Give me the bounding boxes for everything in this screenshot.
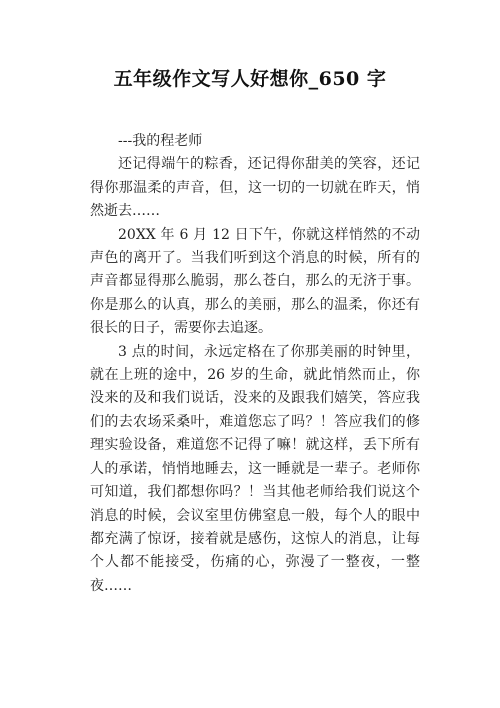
document-body [90,130,420,598]
paragraph-2: 20XX 年 6 月 12 日下午，你就这样悄然的不动声色的离开了。当我们听到这个消息的时候，所有的声音都显得那么脆弱，那么苍白，那么的无济于事。你是那么的认真，那么的美丽，那么的温柔，你还有很长的日子，需要你去追逐。 [90,226,420,337]
document-title: 五年级作文写人好想你_650 字 [113,68,387,90]
document-subtitle: ---我的程老师 [118,133,203,149]
paragraph-3: 3 点的时间，永远定格在了你那美丽的时钟里，就在上班的途中，26 岁的生命，就此悄然而止，你没来的及和我们说话，没来的及跟我们嬉笑，答应我们的去农场采桑叶，难道您忘了吗？！答应我们的修理实验设备，难道您不记得了嘛！就这样，丢下所有人的承诺，悄悄地睡去，这一睡就是一辈子。老师你可知道，我们都想你吗？！当其他老师给我们说这个消息的时候，会议室里仿佛窒息一般，每个人的眼中都充满了惊讶，接着就是感伤，这惊人的消息，让每个人都不能接受，伤痛的心，弥漫了一整夜，一整夜…… [90,343,420,594]
paragraph-1: 还记得端午的粽香，还记得你甜美的笑容，还记得你那温柔的声音，但，这一切的一切就在昨天，悄然逝去…… [90,156,420,220]
